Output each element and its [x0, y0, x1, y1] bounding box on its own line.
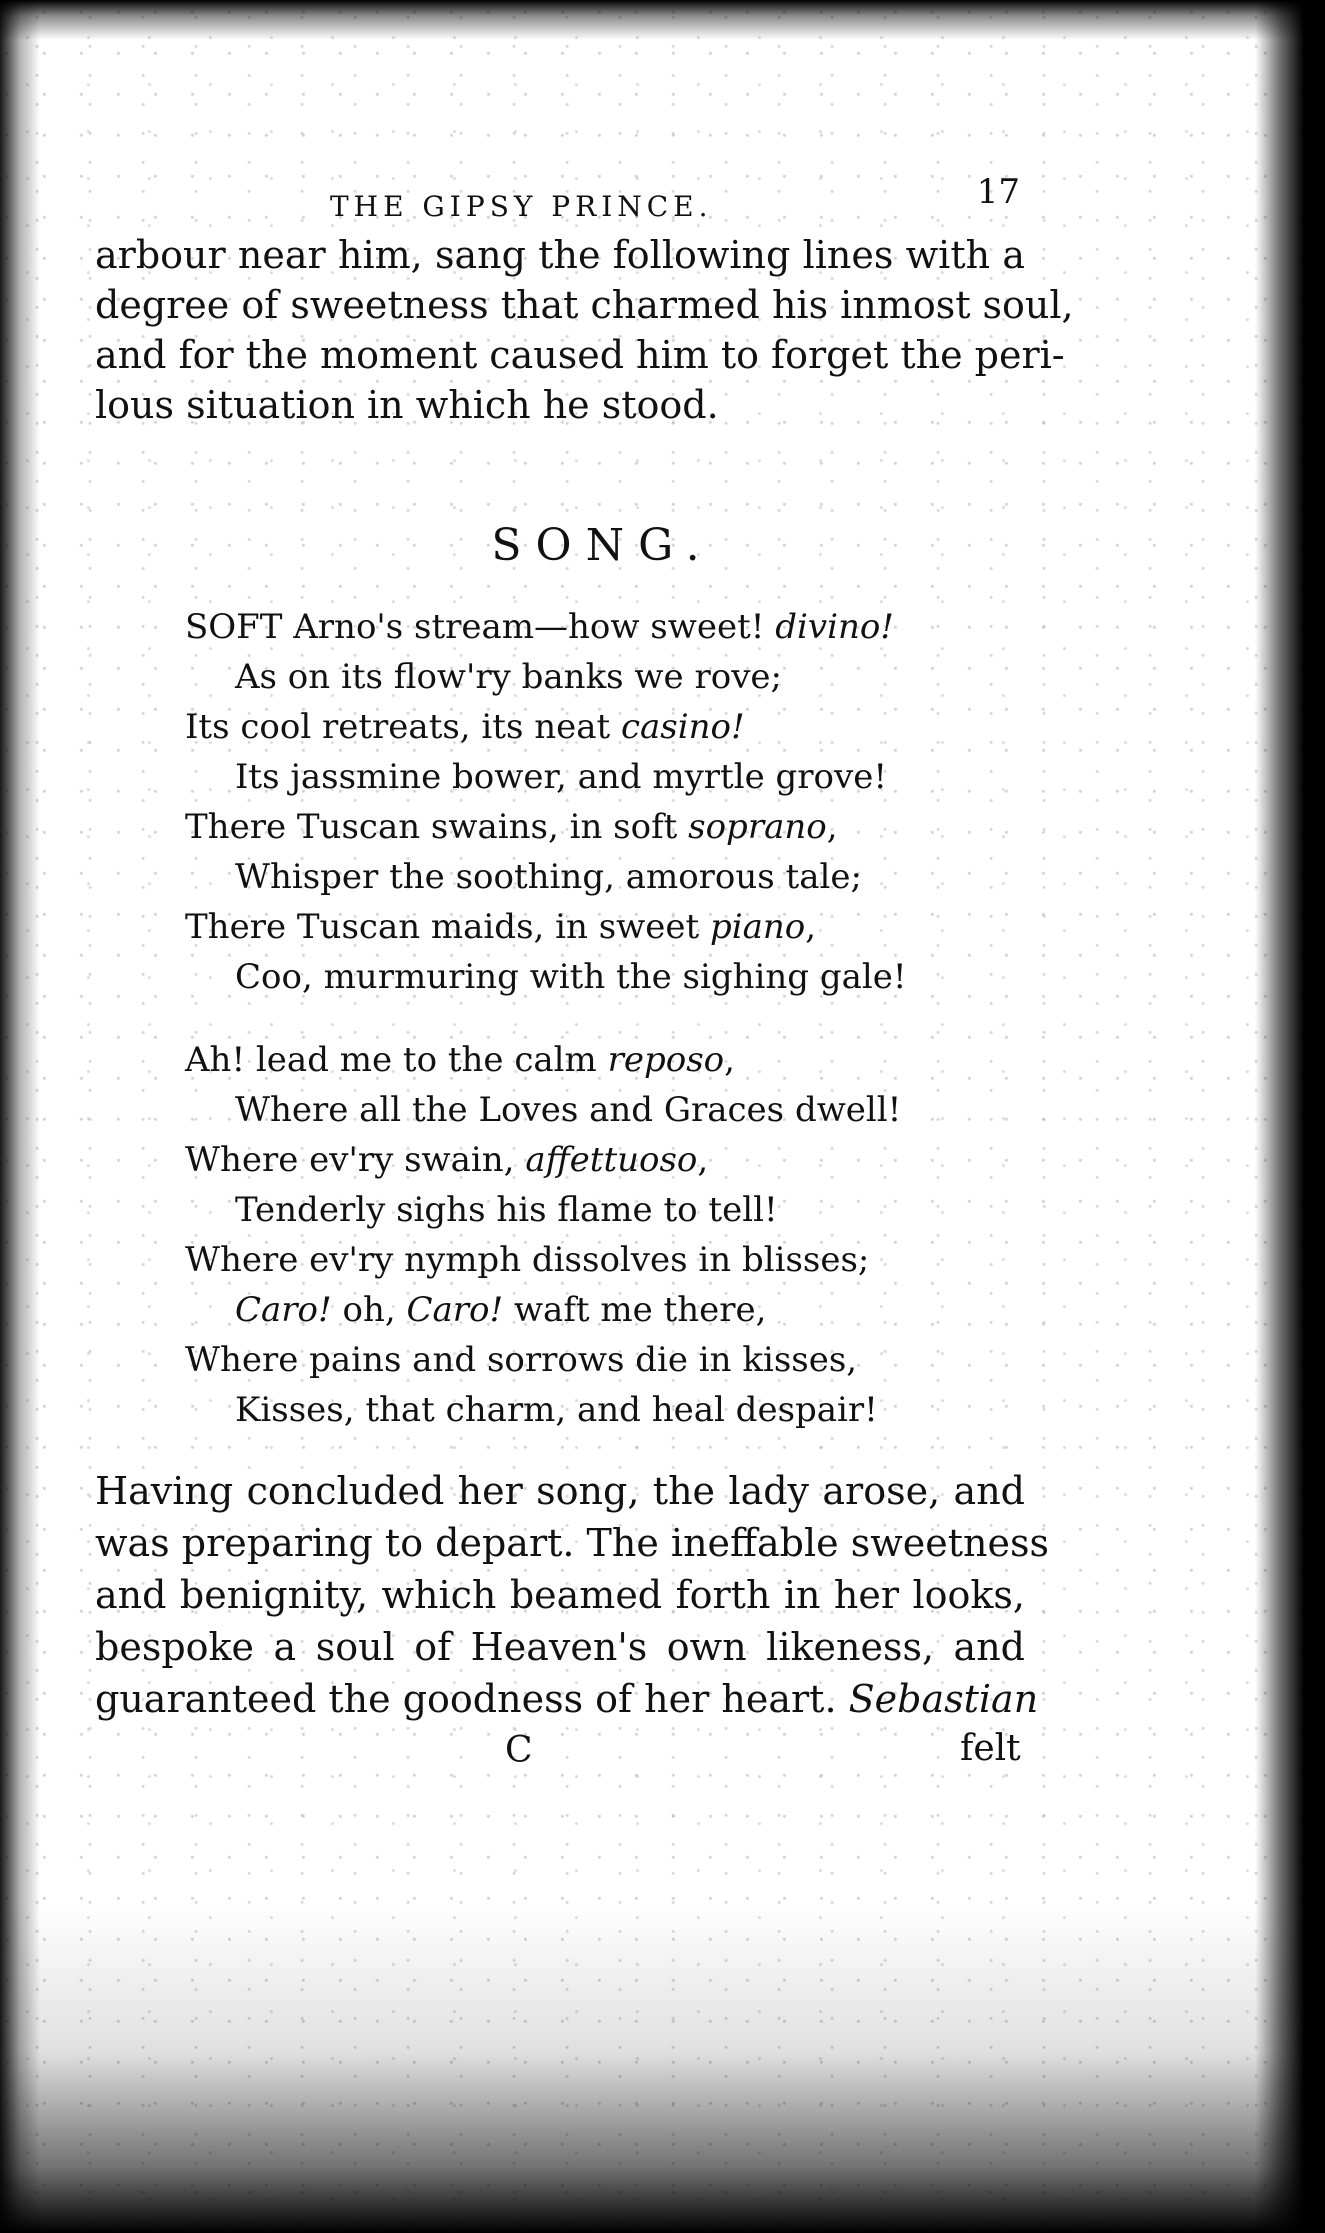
signature-mark: C — [505, 1730, 533, 1771]
verse-line — [185, 1385, 901, 1435]
verse-text: There Tuscan swains, in soft — [185, 807, 689, 847]
closing-line-text: guaranteed the goodness of her heart. — [95, 1677, 849, 1721]
verse-text: waft me there, — [503, 1290, 767, 1330]
page-number: 17 — [976, 172, 1020, 212]
verse-line — [185, 1235, 901, 1285]
verse-line — [185, 602, 907, 652]
verse-text: Ah! lead me to the calm — [185, 1040, 608, 1080]
verse-punct: , — [724, 1040, 735, 1080]
page-edge-top — [0, 0, 1325, 40]
verse-italic: reposo — [607, 1040, 725, 1080]
verse-text: oh, — [331, 1290, 407, 1330]
verse-text: There Tuscan maids, in sweet — [185, 907, 710, 947]
verse-text: Coo, murmuring with the sighing gale! — [235, 957, 907, 997]
verse-line — [185, 1085, 901, 1135]
page-edge-left — [0, 0, 40, 2233]
song-stanza-2 — [185, 1035, 901, 1435]
verse-line — [185, 652, 907, 702]
song-title: SONG. — [491, 520, 714, 571]
verse-punct: , — [805, 907, 817, 947]
verse-line — [185, 1135, 901, 1185]
verse-line — [185, 852, 907, 902]
verse-text: Kisses, that charm, and heal despair! — [235, 1390, 878, 1430]
verse-punct: , — [697, 1140, 709, 1180]
verse-italic: Caro! — [406, 1290, 504, 1330]
verse-line — [185, 1335, 901, 1385]
verse-line — [185, 802, 907, 852]
verse-italic: affettuoso — [525, 1140, 698, 1180]
verse-text: Whisper the soothing, amorous tale; — [235, 857, 862, 897]
verse-italic: piano — [709, 907, 806, 947]
verse-text: Where all the Loves and Graces dwell! — [235, 1090, 902, 1130]
verse-text: Where ev'ry nymph dissolves in blisses; — [185, 1240, 870, 1280]
page-edge-bottom — [0, 1903, 1325, 2233]
intro-line: lous situation in which he stood. — [95, 383, 719, 427]
catchword: felt — [960, 1728, 1021, 1769]
intro-line: degree of sweetness that charmed his inmost soul, — [95, 283, 1074, 327]
verse-text: As on its flow'ry banks we rove; — [235, 657, 782, 697]
verse-italic: soprano — [688, 807, 827, 847]
verse-line — [185, 1285, 901, 1335]
verse-line — [185, 952, 907, 1002]
verse-text: Where ev'ry swain, — [185, 1140, 526, 1180]
verse-line — [185, 902, 907, 952]
verse-text: Where pains and sorrows die in kisses, — [185, 1340, 858, 1380]
verse-text: Its jassmine bower, and myrtle grove! — [235, 757, 887, 797]
verse-punct: , — [826, 807, 838, 847]
verse-italic: Caro! — [235, 1290, 332, 1330]
page-header — [150, 172, 1030, 230]
page-edge-right — [1255, 0, 1325, 2233]
song-stanza-1 — [185, 602, 907, 1002]
verse-line — [185, 1185, 901, 1235]
verse-text: Tenderly sighs his flame to tell! — [235, 1190, 778, 1230]
closing-line: bespoke a soul of Heaven's own likeness, and — [95, 1625, 1025, 1669]
verse-line — [185, 702, 907, 752]
closing-line — [95, 1673, 1039, 1725]
intro-paragraph — [95, 230, 1074, 430]
verse-italic: divino! — [775, 607, 894, 647]
closing-line-italic: Sebastian — [848, 1677, 1039, 1721]
verse-line — [185, 1035, 901, 1085]
closing-line: Having concluded her song, the lady arose, and — [95, 1469, 1025, 1513]
closing-line: and benignity, which beamed forth in her looks, — [95, 1573, 1025, 1617]
intro-line: and for the moment caused him to forget the peri- — [95, 333, 1065, 377]
closing-line: was preparing to depart. The ineffable sweetness — [95, 1521, 1049, 1565]
intro-line: arbour near him, sang the following lines with a — [95, 233, 1025, 277]
verse-italic: casino! — [620, 707, 745, 747]
verse-line — [185, 752, 907, 802]
closing-paragraph — [95, 1465, 1049, 1725]
running-head: THE GIPSY PRINCE. — [330, 190, 713, 223]
verse-text: Its cool retreats, its neat — [185, 707, 621, 747]
verse-text: SOFT Arno's stream—how sweet! — [185, 607, 776, 647]
